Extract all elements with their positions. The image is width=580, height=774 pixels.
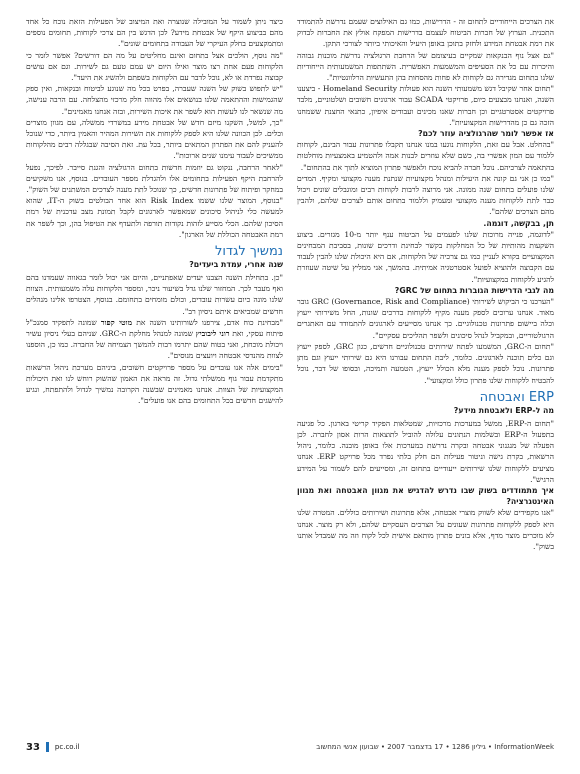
interview-question: אז אפשר לומר שהרגולציה עוזר לכם? [418,129,554,139]
paragraph: "בימים אלה אנו עובדים על מספר פרויקטים חשובים, ביניהם מערכת ניהול הרשאות מתקדמת עבור גוף ממשלתי גדול. זה מראה את האמון שהשוק רוחש לנו ואת היכולות המקצועיות של הצוות. אנחנו מאמינים שבשנה הקרובה נמשיך לגדול ולהתפתח, ונגיע להישגים חדשים בכל התחומים בהם אנו פועלים". [26,362,283,406]
paragraph: "לאחר הרחבה, ננקוט גם יוזמות חדשות בתחום הרגולציה והגנת סייבר. לפיכך, נפעל להרחבת היקף הפעילות בתחומים אלו ולהגדלת מספר העובדים. בנוסף, אנו משקיעים במחקר ופיתוח של פתרונות חדשים, כך שנוכל לתת מענה לצרכים המשתנים של השוק". [26,162,283,195]
paragraph: "אנו מקפידים שלא לשווק מוצרי אבטחה, אלא פתרונות ושירותים כוללים. המטרה שלנו היא לספק ללקוחות פתרונות שעונים על הצרכים העסקיים שלהם, ולא רק מוצר. אנחנו לא מוכרים מוצר מדף, אלא בונים פתרון מותאם אישית לכל לקוח וזה מה שמבדל אותנו בשוק". [297,508,554,551]
paragraph: "בנוסף, המוצר שלנו ששמו Risk Index הוא אחד הבולטים בשוק ה-IT, שהוא למעשה כלי לניהול סיכונים שמאפשר לארגונים לקבל תמונת מצב עדכנית של רמת הסיכון שלהם. הכלי מסייע לזהות נקודות תורפה ולתעדף את הטיפול בהן, וכך לשפר את רמת האבטחה הכוללת של הארגון". [26,196,283,239]
article-columns [26,16,554,740]
paragraph [26,317,283,362]
section-subheading: מה ל-ERP ולאבטחת מידע? [453,405,554,415]
paragraph: "תחום אחר שקיבל דגש משמעותי השנה הוא פעולות Homeland Security - ביצענו השנה, ואנחנו מבצעים כיום, פרויקטי SCADA עבור ארגונים חשובים ושלטוניים, מלבד פרויקטים אסטרטגיים וכן חברות שאנו מכינים ועבודים איפיון, כתנאי החצנת ששמחנו הזכה גם כן מהדרישות המקצועיות". [297,84,554,127]
interview-question: מה לגבי הדרישות הגוברות בתחום של GRC? [394,285,554,295]
paragraph: "גם אצל נוף הבנקאות שמקיים בעיצומם של הרחבת הרגולציה נדרשת מוכנות גבוהה והיכרות עם כל את הסעיפים והמשמעות האפשרית. השתתפות המשמעותית הייחודיות שלנו בתחום מגדירה גם לקוחות לא פחות מהסחות בהן התעשיות הרלוונטיות". [297,50,554,83]
paragraph: "כן. בתחילת השנה הצבנו יעדים שאפתניים, והיום אני יכול לומר בגאווה שעמדנו בהם ואף מעבר לכך. המחזור שלנו גדל בשיעור ניכר, ומספר הלקוחות עלה משמעותית. הצוות שלנו מונה כיום עשרות עובדים, וכולם מומחים בתחומם. בנוסף, הצטרפו אלינו מנהלים חדשים שמביאים איתם ניסיון רב". [26,273,283,316]
article-column-left [26,16,283,740]
section-subheading: שנה אחרי, עמדת ביעדים? [189,260,283,270]
page-footer [26,738,554,755]
paragraph-text: שמונה לתפקיד סמנכ"ל פיתוח עסקי, ואת [26,317,283,339]
person-name: מוטי קפור [100,317,133,327]
paragraph: "יש לתפוש בשוק של השנה שעברה, בפרט בכל מה שנוגע לביטוח ובנקאות, ואין ספק שהגמישות וההתאמה שלנו בנושאים אלו מהווה חלק מרכזי מהצלחה. עם הרבה ענישה, מה שנשאר לנו לעשות הוא לשפר את איכות השירות, ובזה אנחנו מאמינים". [26,84,283,116]
interview-question: תן, בבקשה, דוגמה. [483,218,554,228]
paragraph: "כמו כן אני גם קונה את היעילות ומנהל מקצועיות שנתנת מענה מקצועי ומקיף. המדים שלנו פועלים בתחום שנה ממונה. אני מרוצה לרבות לקוחות רבים ומוגבלים שונים ויכול כבר לתת ללקוחות מענה מקצועי ומעמיק וללמוד בתחום אותם לצרכים שלהם, ולהבין מהם הצרכים שלהם". [297,173,554,217]
paragraph-text: "מבחינת כוח אדם, צירפנו לשורותינו השנה את [132,317,283,327]
paragraph: "תחום ה-ERP, ממשל במערכות מרכזיות, שמטלאות הפקיד קריטי בארגון. כל פגיעה בתפעול ה-ERP ובשלמות הנתונים עלולה להוביל לתוצאות הרות אסון לחברה. לכן הפעלה של מנגנוני אבטחה ובקרה נדרשת במערכות אלו באופן מובנה. כלומר, ניהול הרשאות, בקרת גישה וניטור פעילות הם חלק בלתי נפרד מכל פרויקט ERP. אנחנו מציעים ללקוחות שלנו שירותים ייעודיים בתחום זה, ומסייעים להם לשמור על המידע הרגיש". [297,418,554,484]
paragraph: "מה נוסף, הולכים אצל בתחום ואינם מחליטים על מה הם דורשים? אפשר לומר כי הלקוחות פעם אחת רצו מוצר ואילו היום יש עמם טעם גם לשירות. וגם אם עושים קבוצה נפרדת או לא, נוכל לדבר עם הלקוחות בשפתם ולהשיג את היעד". [26,50,283,83]
interview-question: איך מתמודדים בשוק שבו נדרש להדגיש את מגוון האבטחה ואת מגוון האינטגרציה? [297,485,554,507]
footer-publication-info: InformationWeek • גיליון 1286 • 17 בדצמבר 2007 • שבועון אנשי המחשוב [316,743,554,751]
footer-accent-bar [46,742,49,752]
paragraph: כיצד ניתן לשמור על המובילה שנוצרה ואת המיצוב של הפעילות הזאת נוכח כל אחד מהם בביצוע היקף של אבטחת מידע? לכן הדגש בין הם צרכי לקוחות, תחומים נוספים ומתמקצעים בחלק העיקרי של העבודה בתחומים שונים". [26,17,283,49]
paragraph: את הצרכים הייחודיים לתחום זה - הדרישות, כמו גם האילוצים שעמם נדרשת להתמודד התכנית. הערוץ של חברות הביטוח לעצמם בדרישות המפקח אולץ את החברות לבדוק את רמת אבטחת המידע ולחזק בתוכן באופן היעיל והאיכותי ביותר לצורכי התקן. [297,17,554,49]
paragraph: "כך, למשל, השקנו מיזם חדש של אבטחת מידע במשרדי ממשלה, עם מגוון מוצרים וכלים. לכן הכוונה שלנו היא לספק ללקוחות את השירות המהיר והאמין ביותר, כדי שנוכל להעניק להם את הפתרון המתאים ביותר, בכל עת. זאת הסיבה שבגללה רבים מהלקוחות ממשיכים לעבוד עימנו שנים ארוכות". [26,117,283,161]
article-column-right [297,16,554,740]
section-heading: נמשיך לגדול [214,244,283,260]
paragraph: "תחום ה-GRC, המשמעו לפתח שירותים טכנולוגיים חדשים, כגון GRC, לספק ייעוץ וגם כלים תוכנה לארגונים. כלומר, ליבת התחום עבורנו היא גם שירותי ייעוץ וגם מתן פתרונות. נוכל לספק מענה מלא הכולל ייעוץ, הטמעה ותמיכה, ובסופו של דבר, נוכל להבטיח ללקוחות שלנו פתרון כולל ומקצועי". [297,341,554,385]
paragraph: "הערכנו כי הביקוש לשירותי GRC (Governance, Risk and Compliance) גובר מאוד. אנחנו ערוכים לספק מענה מקיף ללקוחות בדרכים שונות, החל משירותי ייעוץ וכלה ביישום פתרונות טכנולוגיים. כך אנחנו מסייעים לארגונים להתמודד עם האתגרים הרגולטוריים, ובמקביל לנהל סיכונים ולשפר תהליכים עסקיים". [297,297,554,340]
person-name: רוני ליבוביץ [195,329,230,339]
page-number: 33 [26,741,40,753]
footer-left [26,742,80,753]
paragraph: "בהחלט. אבל עם זאת, הלקוחות נוגעו במנו אנחנו תקבלו פתרונות עבור הבינם, לקוחות ללמוד עם המון אפשרי בה, כשם שלא עוזרים לבנות אמה ולהטמיע באמצעיות מוחלטות בהתאמה לצרכיהם. נוכל חברה להביא נוכח ולאפשר פתרון המוציא לתוך את בהתחום". [297,140,554,172]
paragraph: "לדוגמה, פנייה מרוכזת שלנו לפעמים על הביטוח ענף יותר מ-10 מגזרים. ביצוע השקעות מהותיות של כל המחלקות בקשר לבחינת ודרכים שונות, בסביבת המבחינים המקצועיים בקורא לעניין כמו גם צרכיה של הלקוחות, אם היא היכולת שלנו להבין לעבוד עם הקבוצה ולהוציא לפועל אסטרטגיה אמיתית. בהמשך, אני ממליץ על שיטה שעוזרת להגיע ללקוחות במקצועיות". [297,229,554,284]
paragraph-text: שמונה למנהל מחלקת ה-GRC. שניהם בעלי ניסיון עשיר ויכולת מוכחת, ואני בטוח שהם יתרמו רבות להמשך הצמיחה של החברה. כמו כן, הוספנו לצוות מהנדסי אבטחה ויועצים מנוסים". [26,329,283,361]
section-heading: ERP ואבטחה [479,389,554,405]
footer-site: pc.co.il [54,743,80,751]
